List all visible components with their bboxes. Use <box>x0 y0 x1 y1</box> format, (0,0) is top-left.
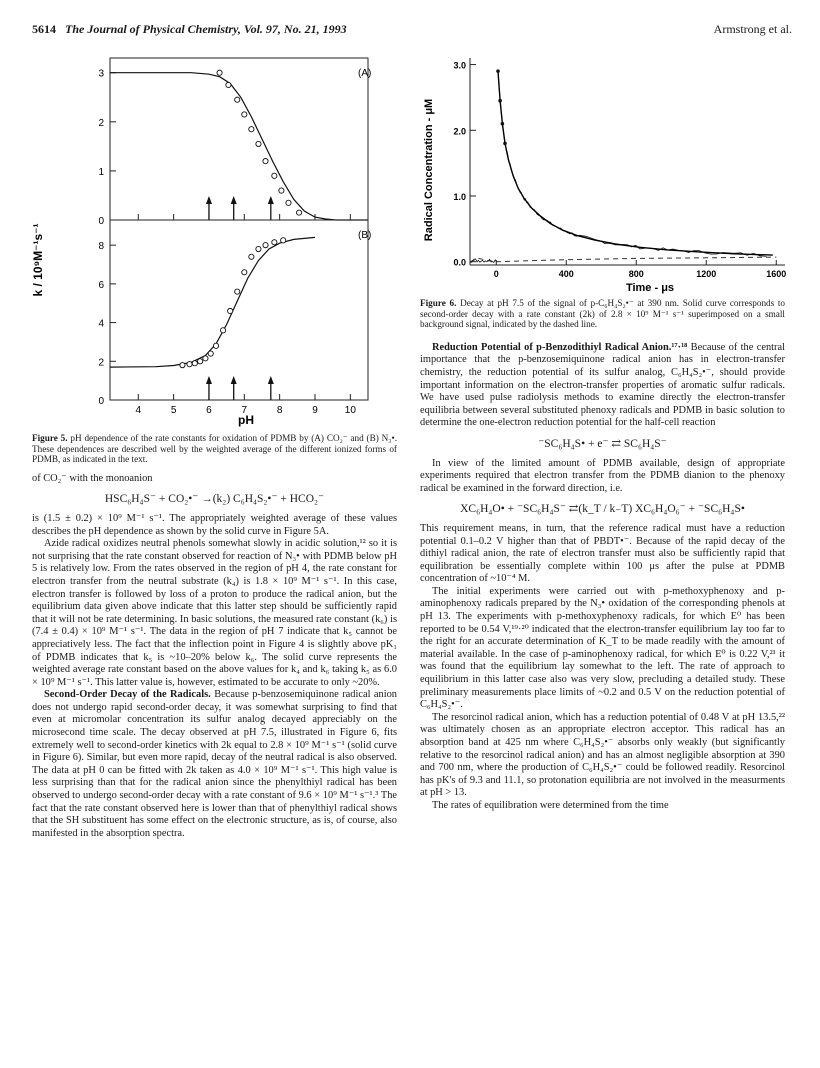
figure-6-spacer <box>420 48 785 298</box>
x-tick-label: 1600 <box>766 269 787 279</box>
x-tick-label: 400 <box>558 269 574 279</box>
y-tick-label: 2 <box>98 117 104 129</box>
x-tick-label: 5 <box>170 405 177 416</box>
panel-a-label: (A) <box>358 68 372 79</box>
y-tick-label: 0.0 <box>453 257 466 268</box>
right-paragraph-4: The initial experiments were carried out with p-methoxyphenoxy and p-aminophenoxy radicals prepared by the N₃• oxidation of the corresponding phenols at pH 13. The experiments with p-methoxyphenoxy radicals, for which E⁰ has been reported to be 0.54 V,¹⁹·²⁰ indicated that the electron-transfer equilibrium lay too far to the right for an accurate determination of K_T to be made readily with the amount of material available. In the case of p-aminophenoxy radical, for which E⁰ is 0.22 V,²¹ it was found that the equilibrium lay somewhat to the left. The rate of approach to equilibrium in this latter case also was very slow, precluding a detailed study. These preliminary measurements place limits of ~0.2 and 0.5 V on the reduction potential of C₆H₄S₂•⁻. <box>420 585 785 711</box>
figure-6-caption-text: Decay at pH 7.5 of the signal of p-C₆H₄S₂•⁻ at 390 nm. Solid curve corresponds to second-order decay with a rate constant (2k) of 2.8 × 10⁹ M⁻¹ s⁻¹ superimposed on a small background signal, indicated by the dashed line. <box>420 298 786 330</box>
figure-5-y-axis-label: k / 10⁹M⁻¹s⁻¹ <box>31 223 45 297</box>
figure-6-caption <box>420 298 785 330</box>
figure-6-caption-label: Figure 6. <box>420 298 457 308</box>
y-tick-label: 3 <box>98 68 104 80</box>
right-paragraph-1 <box>420 342 785 430</box>
equation-co2-oxidation: HSC₆H₄S⁻ + CO₂•⁻ →(k₂) C₆H₄S₂•⁻ + HCO₂⁻ <box>104 493 325 506</box>
panel-b-label: (B) <box>358 230 372 241</box>
y-tick-label: 2 <box>98 357 104 369</box>
journal-citation: The Journal of Physical Chemistry, Vol. 97, No. 21, 1993 <box>65 22 347 36</box>
y-tick-label: 6 <box>98 279 104 291</box>
figure-5-caption-label: Figure 5. <box>32 433 68 443</box>
figure-5-x-axis-label: pH <box>238 413 254 427</box>
left-paragraph-3: Azide radical oxidizes neutral phenols somewhat slowly in acidic solution,¹² so it is not surprising that the rate constant observed for reaction of N₃• with PDMB below pH 5 is relatively low. From the rates observed in the region of pH 4, the rate constant for electron transfer from the neutral substrate (k₄) is 1.8 × 10⁹ M⁻¹ s⁻¹. In this case, electron transfer is followed by loss of a proton to produce the radical anion, but the equilibrium data given above indicate that this latter step should be sufficiently rapid that it will not be rate determining. In basic solutions, the measured rate constant (k₆) is (7.4 ± 0.4) × 10⁹ M⁻¹ s⁻¹. The data in the region of pH 7 indicate that k₅ cannot be appreciatively less. The fact that the inflection point in Figure 4 is slightly above pK₁ of PDMB indicates that k₅ is ~10–20% below k₆. The solid curve represents the weighted average rate constant based on the above values for k₄ and k₆ taking k₅ as 6.0 × 10⁹ M⁻¹ s⁻¹. This latter value is, however, estimated to be accurate to only ~20%. <box>32 538 397 688</box>
equation-half-cell: ⁻SC₆H₄S• + e⁻ ⇄ SC₆H₄S⁻ <box>538 437 667 450</box>
x-tick-label: 10 <box>344 405 356 416</box>
right-paragraph-1-text: Because of the central importance that the p-benzosemiquinone radical anion has in electron-transfer chemistry, the reduction potential of its sulfur analog, C₆H₄S₂•⁻, should provide important information on the electron-transfer properties of aromatic sulfur radicals. We have used pulse radiolysis methods to examine directly the electron-transfer equilibria between several substituted phenoxy radicals and PDMB in basic solution to determine the one-electron reduction potential for the half-cell reaction <box>420 341 785 429</box>
figure-5-caption-text: pH dependence of the rate constants for oxidation of PDMB by (A) CO₂⁻ and (B) N₃•. These dependences are described well by the weighted average of the different ionized forms of PDMB, as indicated in the text. <box>32 433 397 465</box>
figure-6-y-axis-label: Radical Concentration - μM <box>423 98 435 242</box>
left-paragraph-4-text: Because p-benzosemiquinone radical anion does not undergo rapid second-order decay, it was somewhat surprising to find that even at micromolar concentration its sulfur analog decayed appreciably on the microsecond time scale. The decay observed at pH 7.5, illustrated in Figure 6, fits extremely well to second-order kinetics with 2k equal to 2.8 × 10⁹ M⁻¹ s⁻¹ (solid curve in Figure 6). Similar, but even more rapid, decay of the neutral radical is also observed. The data at pH 0 can be fitted with 2k taken as 4.0 × 10⁹ M⁻¹ s⁻¹. This high value is less surprising than that for the radical anion since the phenylthiyl radical has been observed to undergo second-order decay with a rate constant of 9.6 × 10⁹ M⁻¹ s⁻¹.³ The fact that the rate constant observed here is lower than that of phenylthiyl radical shows that the SH substituent has some effect on the electronic structure, as is, of course, also manifested in the absorption spectra. <box>32 689 397 839</box>
x-tick-label: 1200 <box>696 269 717 279</box>
page-number: 5614 <box>32 22 56 36</box>
header-left <box>32 22 347 37</box>
x-tick-label: 800 <box>628 269 644 279</box>
x-tick-label: 4 <box>135 405 142 416</box>
left-paragraph-4 <box>32 689 397 840</box>
x-tick-label: 9 <box>312 405 318 416</box>
y-tick-label: 8 <box>98 241 104 253</box>
y-tick-label: 0 <box>98 396 104 407</box>
right-paragraph-2: In view of the limited amount of PDMB available, design of appropriate experiments required that electron transfer from the PDMB dianion to the phenoxy radical be examined in the forward direction, i.e. <box>420 457 785 494</box>
x-tick-label: 7 <box>241 405 248 416</box>
left-column <box>32 48 397 840</box>
left-paragraph-1: of CO₂⁻ with the monoanion <box>32 472 153 484</box>
x-tick-label: 6 <box>206 405 212 416</box>
figure-5-spacer <box>32 48 397 433</box>
equation-electron-transfer: XC₆H₄O• + ⁻SC₆H₄S⁻ ⇄(k_T / k₋T) XC₆H₄O₆⁻ + ⁻SC₆H₄S• <box>460 503 745 516</box>
figure-6-x-axis-label: Time - μs <box>625 282 675 294</box>
header-authors: Armstrong et al. <box>713 22 792 36</box>
right-paragraph-6: The rates of equilibration were determined from the time <box>432 799 669 811</box>
figure-5-caption <box>32 433 397 465</box>
y-tick-label: 4 <box>98 318 104 330</box>
y-tick-label: 0 <box>98 216 104 227</box>
x-tick-label: 8 <box>276 405 283 416</box>
x-tick-label: 0 <box>493 269 499 279</box>
right-column <box>420 48 785 813</box>
y-tick-label: 2.0 <box>453 126 466 137</box>
section-heading-second-order-decay: Second-Order Decay of the Radicals. <box>44 689 211 701</box>
right-paragraph-5: The resorcinol radical anion, which has a reduction potential of 0.48 V at pH 13.5,²² was ultimately chosen as an appropriate electron acceptor. This radical has an absorption band at 425 nm where C₆H₄S₂•⁻ absorbs only weakly (but significantly relative to the resorcinol radical anion) and has an almost negligible absorption at 390 and 700 nm, where the production of C₆H₄S₂•⁻ could be followed readily. Resorcinol has pK's of 9.3 and 11.1, so protonation equilibria are not involved in the measurments at pH > 13. <box>420 711 785 799</box>
y-tick-label: 3.0 <box>453 60 466 71</box>
section-heading-reduction-potential: Reduction Potential of p-Benzodithiyl Radical Anion.¹⁷·¹⁸ <box>432 341 688 353</box>
page-header <box>32 22 792 40</box>
left-paragraph-2: is (1.5 ± 0.2) × 10⁹ M⁻¹ s⁻¹. The appropriately weighted average of these values describes the pH dependence as shown by the solid curve in Figure 5A. <box>32 512 397 537</box>
y-tick-label: 1 <box>98 166 104 178</box>
right-paragraph-3: This requirement means, in turn, that the reference radical must have a reduction potential 0.1–0.2 V higher than that of PBDT•⁻. Because of the rapid decay of the dithiyl radical anion, the rate of electron transfer must also be sufficiently rapid that equilibration be essentially complete within 100 μs after the pulse at PDMB concentration of ~10⁻⁴ M. <box>420 522 785 585</box>
y-tick-label: 1.0 <box>453 192 466 202</box>
